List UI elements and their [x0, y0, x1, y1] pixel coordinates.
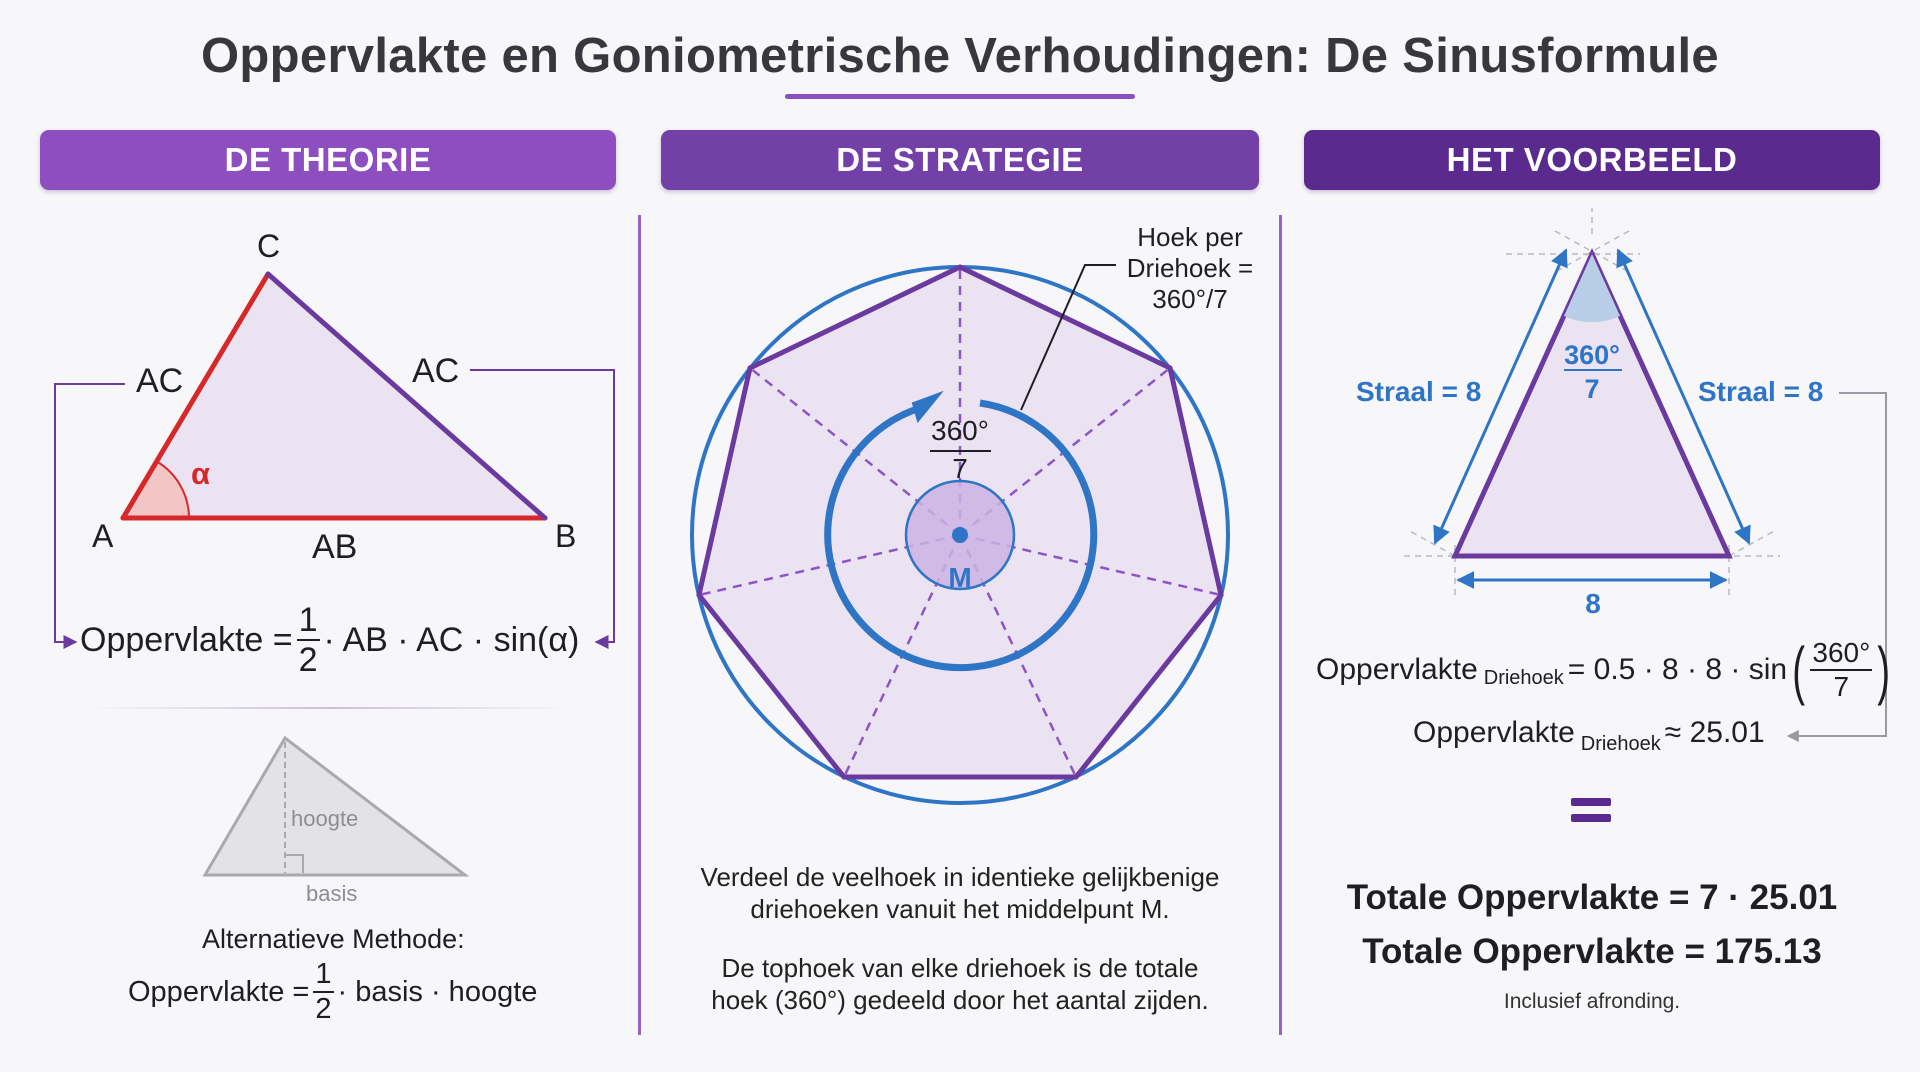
callout-line-1: Hoek per: [1137, 222, 1243, 252]
page-title: Oppervlakte en Goniometrische Verhoudingen: De Sinusformule: [201, 29, 1719, 83]
ex-formula2-lhs: Oppervlakte: [1413, 716, 1575, 749]
equals-bar-top: [1571, 798, 1611, 806]
rounding-note: Inclusief afronding.: [1503, 990, 1681, 1013]
fraction-denominator: 2: [298, 641, 318, 679]
side-ac-label-left: AC: [136, 362, 184, 400]
header-theory: DE THEORIE: [40, 130, 616, 190]
alt-height-label: hoogte: [291, 806, 359, 831]
header-example: HET VOORBEELD: [1304, 130, 1880, 190]
apex-angle-wedge: [1564, 254, 1620, 322]
ex-formula1-lhs: Oppervlakte: [1316, 653, 1478, 686]
ex-formula1-num: 360°: [1810, 639, 1872, 671]
ex-formula1-fraction: [1810, 639, 1872, 701]
alt-formula-lhs: Oppervlakte =: [128, 975, 310, 1008]
apex-angle-denominator: 7: [1584, 374, 1600, 404]
equals-bar-bottom: [1571, 814, 1611, 822]
vertex-a-label: A: [92, 518, 114, 554]
alt-method-label: Alternatieve Methode:: [202, 924, 465, 954]
equals-sign: [1571, 798, 1611, 830]
fraction-numerator: 1: [298, 601, 318, 639]
formula-lhs: Oppervlakte =: [80, 620, 293, 659]
strategy-text-1-line-2: driehoeken vanuit het middelpunt M.: [750, 894, 1170, 924]
radius-label-right: Straal = 8: [1698, 376, 1824, 407]
strategy-text-2-line-1: De tophoek van elke driehoek is de totale: [721, 953, 1199, 983]
alt-formula-rhs: · basis · hoogte: [337, 975, 538, 1008]
side-ab-label: AB: [312, 528, 358, 566]
radius-label-left: Straal = 8: [1356, 376, 1482, 407]
ex-formula1-den: 7: [1833, 671, 1850, 702]
ex-formula2-sub: Driehoek: [1580, 733, 1661, 755]
header-strategy: DE STRATEGIE: [661, 130, 1259, 190]
callout-line-3: 360°/7: [1152, 284, 1228, 314]
base-length-label: 8: [1585, 588, 1601, 619]
ex-formula2-rhs: ≈ 25.01: [1664, 716, 1765, 749]
triangle-area-formula: [1316, 634, 1896, 706]
triangle-area-result: [1413, 716, 1765, 755]
alt-fraction-numerator: 1: [313, 960, 333, 993]
total-area-expression: Totale Oppervlakte = 7 · 25.01: [1346, 878, 1838, 917]
alt-fraction-denominator: 2: [315, 993, 332, 1025]
strategy-text-2-line-2: hoek (360°) gedeeld door het aantal zijden.: [711, 985, 1209, 1015]
vertex-c-label: C: [257, 228, 281, 264]
vertex-b-label: B: [555, 518, 577, 554]
close-paren: ): [1877, 634, 1891, 706]
open-paren: (: [1792, 634, 1806, 706]
ex-formula1-mid: = 0.5 · 8 · 8 · sin: [1567, 653, 1788, 686]
strategy-angle-denominator: 7: [952, 453, 968, 484]
strategy-angle-numerator: 360°: [931, 415, 989, 446]
strategy-text-1-line-1: Verdeel de veelhoek in identieke gelijkbenige: [700, 862, 1220, 892]
center-m-label: M: [948, 562, 972, 593]
formula-rhs: · AB · AC · sin(α): [323, 620, 580, 659]
alt-base-label: basis: [306, 881, 358, 906]
angle-alpha-label: α: [191, 456, 211, 491]
apex-angle-numerator: 360°: [1564, 340, 1620, 370]
total-area-result: Totale Oppervlakte = 175.13: [1362, 932, 1822, 971]
side-ac-label-right: AC: [412, 352, 460, 390]
callout-line-2: Driehoek =: [1126, 253, 1254, 283]
ex-formula1-sub: Driehoek: [1483, 666, 1564, 689]
